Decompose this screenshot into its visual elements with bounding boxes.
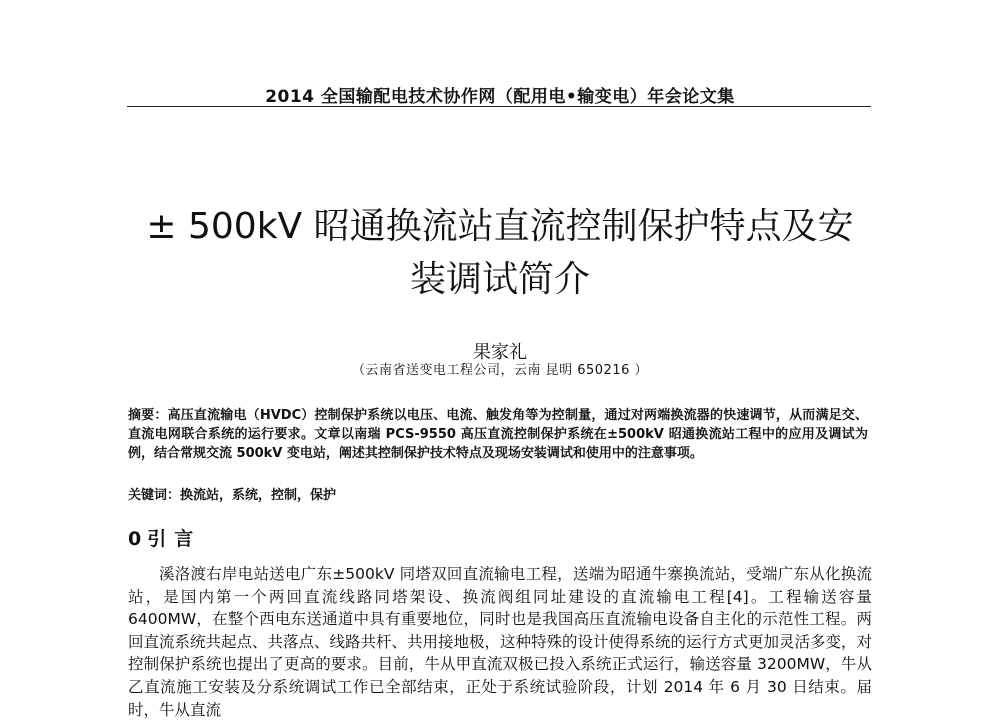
running-header: 2014 全国输配电技术协作网（配用电•输变电）年会论文集 — [265, 87, 735, 107]
keywords-text: 换流站，系统，控制，保护 — [180, 488, 337, 503]
section-title: 引言 — [147, 528, 202, 550]
author: 果家礼 — [473, 342, 527, 363]
keywords — [128, 486, 868, 505]
abstract-text: 高压直流输电（HVDC）控制保护系统以电压、电流、触发角等为控制量，通过对两端换流器的快速调节，从而满足交、直流电网联合系统的运行要求。文章以南瑞 PCS-9550 高压直流控制保护系统在±500kV 昭通换流站工程中的应用及调试为例，结合常规交流 500kV 变电站，阐述其控制保护技术特点及现场安装调试和使用中的注意事项。 — [128, 408, 868, 461]
affiliation: （云南省送变电工程公司，云南 昆明 650216 ） — [351, 363, 649, 378]
section-heading — [128, 524, 201, 551]
body-paragraph: 溪洛渡右岸电站送电广东±500kV 同塔双回直流输电工程，送端为昭通牛寨换流站，受端广东从化换流站，是国内第一个两回直流线路同塔架设、换流阀组同址建设的直流输电工程[4]。工程输送容量 6400MW，在整个西电东送通道中具有重要地位，同时也是我国高压直流输电设备自主化的示范性工程。两回直流系统共起点、共落点、线路共杆、共用接地极，这种特殊的设计使得系统的运行方式更加灵活多变，对控制保护系统也提出了更高的要求。目前，牛从甲直流双极已投入系统正式运行，输送容量 3200MW，牛从乙直流施工安装及分系统调试工作已全部结束，正处于系统试验阶段，计划 2014 年 6 月 30 日结束。届时，牛从直流 — [128, 565, 873, 719]
header-rule — [127, 106, 871, 107]
section-number: 0 — [128, 528, 142, 550]
abstract-label: 摘要： — [128, 408, 168, 423]
paper-title: ± 500kV 昭通换流站直流控制保护特点及安装调试简介 — [146, 206, 854, 300]
keywords-label: 关键词： — [128, 488, 181, 503]
abstract — [128, 406, 868, 463]
